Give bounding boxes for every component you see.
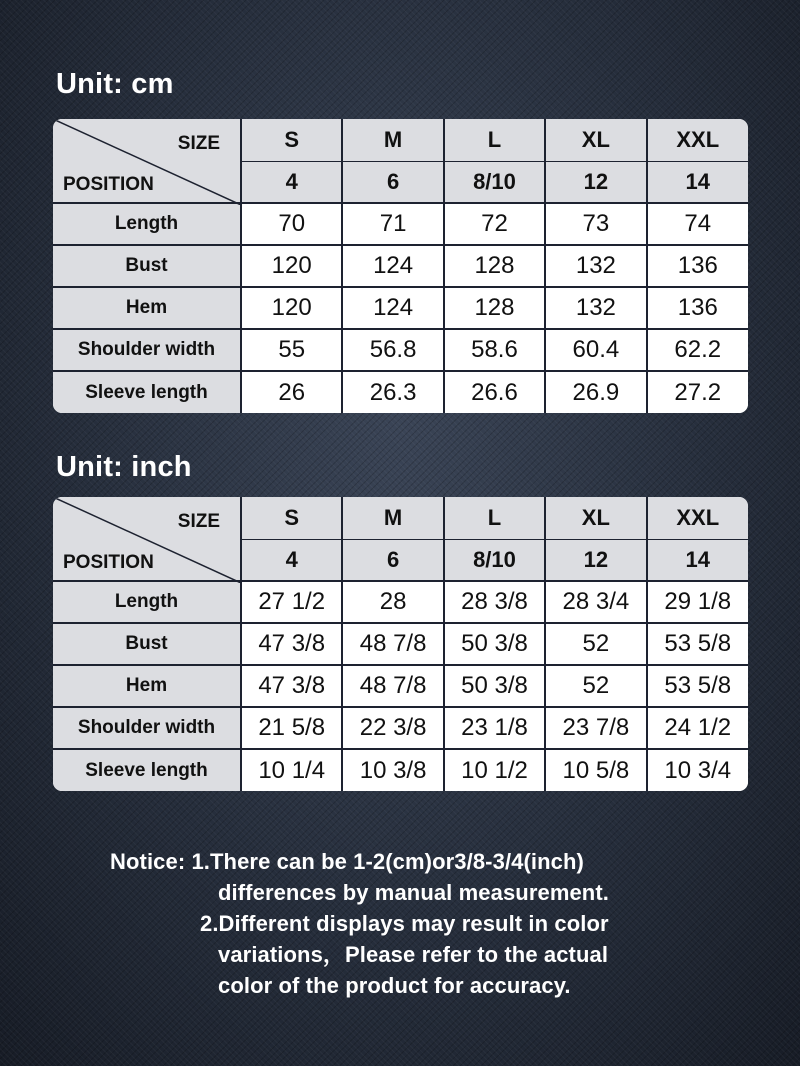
row-label: Shoulder width (53, 329, 241, 371)
table-cell: 48 7/8 (342, 623, 443, 665)
position-header: 4 (241, 539, 342, 581)
table-cell: 62.2 (647, 329, 748, 371)
position-header: 12 (545, 539, 646, 581)
table-cell: 53 5/8 (647, 623, 748, 665)
table-cell: 10 1/4 (241, 749, 342, 791)
table-cell: 128 (444, 287, 545, 329)
size-header: S (241, 497, 342, 539)
notice-line: 2.Different displays may result in color (200, 911, 609, 936)
table-cell: 72 (444, 203, 545, 245)
unit-title-cm: Unit: cm (56, 68, 174, 100)
table-cell: 58.6 (444, 329, 545, 371)
row-label: Bust (53, 245, 241, 287)
table-cell: 22 3/8 (342, 707, 443, 749)
table-row (53, 287, 748, 329)
table-cell: 29 1/8 (647, 581, 748, 623)
table-row (53, 707, 748, 749)
notice-text (110, 846, 609, 1001)
size-header: XXL (647, 497, 748, 539)
table-cell: 27 1/2 (241, 581, 342, 623)
table-cell: 136 (647, 245, 748, 287)
table-cell: 26.3 (342, 371, 443, 413)
table-cell: 52 (545, 665, 646, 707)
table-row (53, 581, 748, 623)
size-header: XXL (647, 119, 748, 161)
size-header: L (444, 119, 545, 161)
table-cell: 10 5/8 (545, 749, 646, 791)
size-header: L (444, 497, 545, 539)
size-header: M (342, 119, 443, 161)
table-cell: 50 3/8 (444, 623, 545, 665)
unit-title-inch: Unit: inch (56, 451, 192, 483)
table-cell: 124 (342, 245, 443, 287)
table-cell: 27.2 (647, 371, 748, 413)
table-cell: 70 (241, 203, 342, 245)
row-label: Shoulder width (53, 707, 241, 749)
table-corner-cell (53, 119, 241, 203)
size-header: XL (545, 497, 646, 539)
table-cell: 50 3/8 (444, 665, 545, 707)
table-cell: 21 5/8 (241, 707, 342, 749)
row-label: Hem (53, 287, 241, 329)
corner-size-label: SIZE (177, 133, 220, 154)
table-corner-cell (53, 497, 241, 581)
table-cell: 120 (241, 287, 342, 329)
table-row (53, 329, 748, 371)
table-cell: 10 1/2 (444, 749, 545, 791)
table-cell: 23 1/8 (444, 707, 545, 749)
size-table-cm (53, 119, 748, 413)
position-header: 14 (647, 539, 748, 581)
table-cell: 47 3/8 (241, 623, 342, 665)
table-row (53, 203, 748, 245)
table-cell: 128 (444, 245, 545, 287)
size-header: S (241, 119, 342, 161)
table-cell: 26.6 (444, 371, 545, 413)
position-header: 14 (647, 161, 748, 203)
table-cell: 74 (647, 203, 748, 245)
table-cell: 73 (545, 203, 646, 245)
corner-position-label: POSITION (63, 174, 154, 195)
position-header: 12 (545, 161, 646, 203)
table-cell: 132 (545, 245, 646, 287)
position-header: 6 (342, 539, 443, 581)
corner-size-label: SIZE (177, 511, 220, 532)
table-cell: 26 (241, 371, 342, 413)
row-label: Sleeve length (53, 371, 241, 413)
row-label: Length (53, 581, 241, 623)
notice-line: variations，Please refer to the actual (218, 942, 609, 967)
table-cell: 60.4 (545, 329, 646, 371)
table-row (53, 749, 748, 791)
position-header: 4 (241, 161, 342, 203)
notice-line: color of the product for accuracy. (218, 973, 571, 998)
table-cell: 28 3/4 (545, 581, 646, 623)
table-row (53, 665, 748, 707)
row-label: Sleeve length (53, 749, 241, 791)
table-cell: 132 (545, 287, 646, 329)
position-header: 6 (342, 161, 443, 203)
table-cell: 55 (241, 329, 342, 371)
row-label: Hem (53, 665, 241, 707)
size-header: XL (545, 119, 646, 161)
table-cell: 28 3/8 (444, 581, 545, 623)
row-label: Bust (53, 623, 241, 665)
table-cell: 124 (342, 287, 443, 329)
table-cell: 10 3/4 (647, 749, 748, 791)
position-header: 8/10 (444, 539, 545, 581)
position-header: 8/10 (444, 161, 545, 203)
table-cell: 136 (647, 287, 748, 329)
table-row (53, 371, 748, 413)
table-cell: 120 (241, 245, 342, 287)
size-header: M (342, 497, 443, 539)
table-cell: 24 1/2 (647, 707, 748, 749)
table-cell: 28 (342, 581, 443, 623)
table-cell: 26.9 (545, 371, 646, 413)
size-header-row (53, 119, 748, 161)
notice-line: Notice: 1.There can be 1-2(cm)or3/8-3/4(inch) (110, 849, 584, 874)
size-table-inch (53, 497, 748, 791)
size-header-row (53, 497, 748, 539)
table-cell: 23 7/8 (545, 707, 646, 749)
table-cell: 10 3/8 (342, 749, 443, 791)
table-cell: 71 (342, 203, 443, 245)
table-cell: 56.8 (342, 329, 443, 371)
table-row (53, 623, 748, 665)
row-label: Length (53, 203, 241, 245)
corner-position-label: POSITION (63, 552, 154, 573)
table-cell: 47 3/8 (241, 665, 342, 707)
table-cell: 48 7/8 (342, 665, 443, 707)
notice-line: differences by manual measurement. (218, 880, 609, 905)
table-cell: 53 5/8 (647, 665, 748, 707)
table-row (53, 245, 748, 287)
table-cell: 52 (545, 623, 646, 665)
